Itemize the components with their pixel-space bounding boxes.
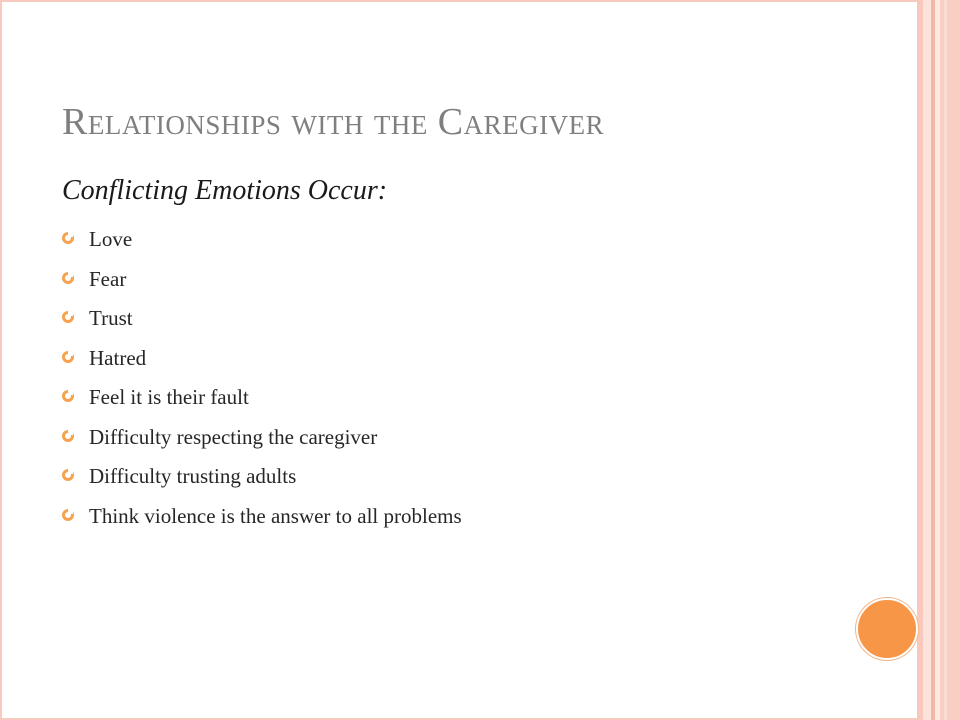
bullet-text: Trust: [89, 306, 133, 330]
bullet-ring-icon: [62, 390, 74, 402]
bullet-item: [62, 262, 462, 302]
bullet-item: [62, 459, 462, 499]
bullet-text: Difficulty trusting adults: [89, 464, 297, 488]
slide-border-top: [0, 0, 920, 2]
bullet-text: Think violence is the answer to all problems: [89, 503, 462, 528]
bullet-ring-icon: [62, 469, 74, 481]
bullet-item: [62, 380, 462, 420]
slide-border-left: [0, 0, 2, 720]
bullet-item: [62, 420, 462, 460]
bullet-text: Fear: [89, 266, 127, 291]
bullet-item: [62, 499, 462, 539]
bullet-text: Hatred: [89, 345, 147, 370]
slide-subheading: Conflicting Emotions Occur:: [62, 175, 388, 206]
bullet-list: [62, 222, 462, 538]
bullet-item: [62, 222, 462, 262]
decorative-stripe: [940, 0, 960, 720]
bullet-ring-icon: [62, 430, 74, 442]
bullet-ring-icon: [62, 272, 74, 284]
decorative-stripe: [944, 0, 947, 720]
bullet-ring-icon: [62, 351, 74, 363]
bullet-text: Difficulty respecting the caregiver: [89, 424, 378, 449]
bullet-text: Love: [89, 227, 133, 251]
slide-title: Relationships with the Caregiver: [62, 101, 605, 143]
decorative-orange-circle: [856, 598, 918, 660]
bullet-ring-icon: [62, 311, 74, 323]
bullet-text: Feel it is their fault: [89, 385, 249, 409]
bullet-item: [62, 341, 462, 381]
bullet-item: [62, 301, 462, 341]
bullet-ring-icon: [62, 232, 74, 244]
decorative-stripe: [923, 0, 931, 720]
bullet-ring-icon: [62, 509, 74, 521]
